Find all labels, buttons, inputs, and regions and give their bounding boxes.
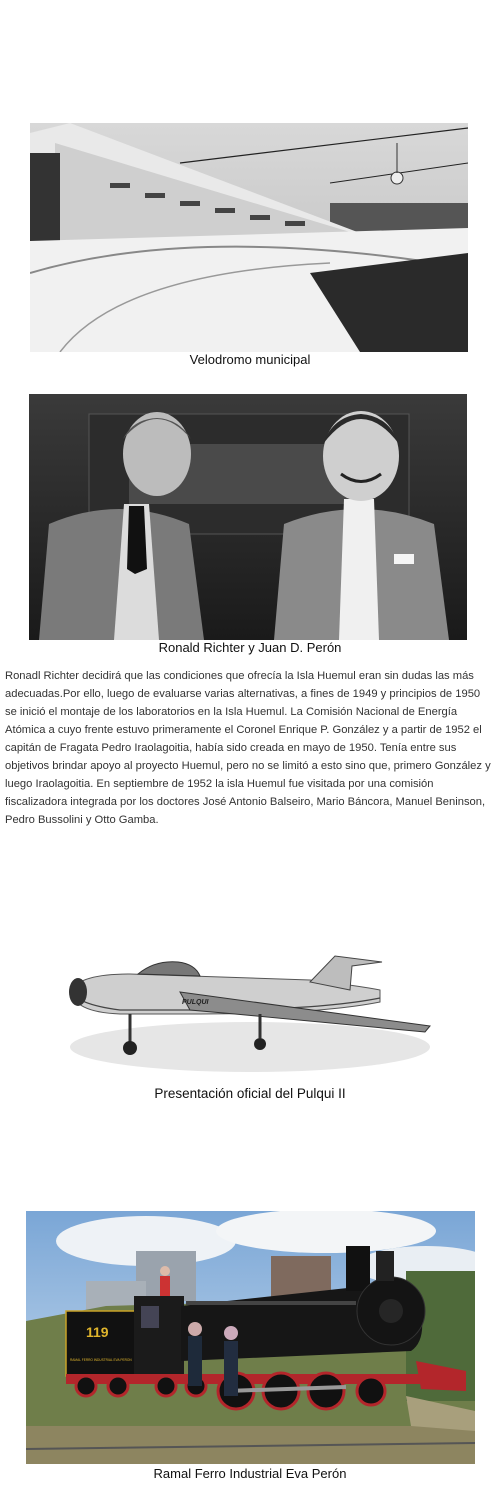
velodrome-caption: Velodromo municipal <box>189 352 311 367</box>
body-paragraph: Ronadl Richter decidirá que las condiciones que ofrecía la Isla Huemul eran sin dudas las más adecuadas.Por ello, luego de evaluarse varias alternativas, a fines de 1949 y principios de 1950 se inició el montaje de los laboratorios en la Isla Huemul. La Comisión Nacional de Energía Atómica a cuyo frente estuvo primeramente el Coronel Enrique P. González y a partir de 1952 el capitán de Fragata Pedro Iraolagoitia, había sido creada en mayo de 1950. Tenía entre sus objetivos brindar apoyo al proyecto Huemul, pero no se limitó a esto sino que, primero González y luego Iraolagoitia. En septiembre de 1952 la isla Huemul fue visitada por una comisión fiscalizadora integrada por los doctores José Antonio Balseiro, Mario Báncora, Manuel Beninson, Pedro Bussolini y Otto Gamba. <box>5 670 491 826</box>
locomotive-number: 119 <box>86 1324 109 1340</box>
richter-peron-photo <box>29 394 467 640</box>
pulqui-plane-image <box>60 952 440 1084</box>
plane-side-text: PULQUI <box>182 999 209 1006</box>
locomotive-side-text: RAMAL FERRO INDUSTRIAL EVA PERON <box>70 1358 132 1362</box>
locomotive-caption: Ramal Ferro Industrial Eva Perón <box>153 1466 347 1481</box>
pulqui-caption: Presentación oficial del Pulqui II <box>154 1086 346 1101</box>
velodrome-photo <box>30 123 468 352</box>
locomotive-photo <box>26 1211 475 1464</box>
richter-peron-caption: Ronald Richter y Juan D. Perón <box>158 640 342 655</box>
